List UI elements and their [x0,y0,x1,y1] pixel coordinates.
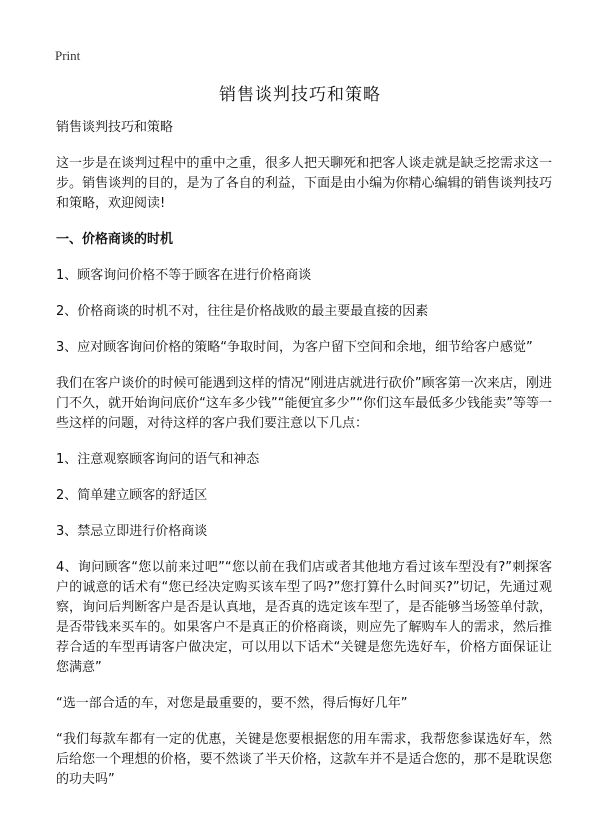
list-item: 4、询问顾客“您以前来过吧”“您以前在我们店或者其他地方看过该车型没有?”刺探客户的诚意的话术有“您已经决定购买该车型了吗?”您打算什么时间买?”切记，先通过观察，询问后判断客户是否是认真地，是否真的选定该车型了，是否能够当场签单付款，是否带钱来买车的。如果客户不是真正的价格商谈，则应先了解购车人的需求，然后推荐合适的车型再请客户做决定，可以用以下话术“关键是您先选好车，价格方面保证让您满意” [56,560,552,675]
list-item: 3、禁忌立即进行价格商谈 [56,524,208,539]
list-item: 3、应对顾客询问价格的策略“争取时间，为客户留下空间和余地，细节给客户感觉” [56,340,533,355]
body-paragraph: 我们在客户谈价的时候可能遇到这样的情况“刚进店就进行砍价”顾客第一次来店，刚进门不久，就开始询问底价“这车多少钱”“能便宜多少”“你们这车最低多少钱能卖”等等一些这样的问题，对待这样的客户我们要注意以下几点： [56,376,552,431]
list-item: 2、简单建立顾客的舒适区 [56,488,208,503]
quote-paragraph: “我们每款车都有一定的优惠，关键是您要根据您的用车需求，我帮您参谋选好车，然后给您一个理想的价格，要不然谈了半天价格，这款车并不是适合您的，那不是耽误您的功夫吗” [56,732,552,787]
list-item: 2、价格商谈的时机不对，往往是价格战败的最主要最直接的因素 [56,304,429,319]
article-subtitle: 销售谈判技巧和策略 [56,120,174,135]
section-heading: 一、价格商谈的时机 [56,232,174,247]
quote-paragraph: “选一部合适的车，对您是最重要的，要不然，得后悔好几年” [56,696,408,711]
print-link[interactable]: Print [55,48,81,63]
article-body [56,118,552,806]
list-item: 1、注意观察顾客询问的语气和神态 [56,452,260,467]
list-item: 1、顾客询问价格不等于顾客在进行价格商谈 [56,268,312,283]
intro-paragraph: 这一步是在谈判过程中的重中之重，很多人把天聊死和把客人谈走就是缺乏挖需求这一步。销售谈判的目的，是为了各自的利益，下面是由小编为你精心编辑的销售谈判技巧和策略，欢迎阅读! [56,156,552,211]
page-title: 销售谈判技巧和策略 [219,85,381,105]
